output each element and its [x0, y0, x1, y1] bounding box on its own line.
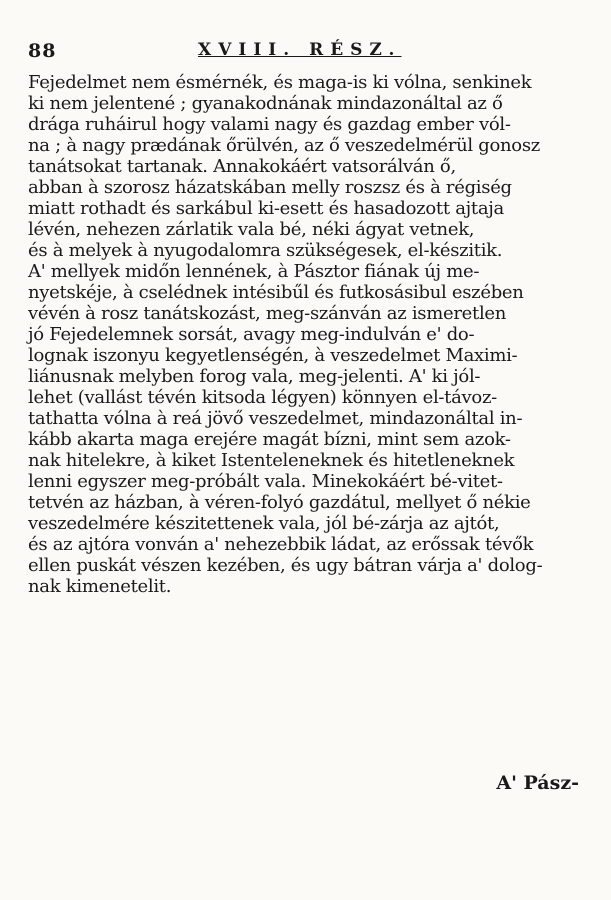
page-number: 88	[28, 40, 57, 62]
text-line: nak hitelekre, à kiket Istenteleneknek és hitetleneknek	[28, 450, 515, 471]
text-line: és à melyek à nyugodalomra szükségesek, el-készitik.	[28, 240, 503, 261]
text-line: A' mellyek midőn lennének, à Pásztor fiának új me-	[28, 261, 480, 282]
text-line: tanátsokat tartanak. Annakokáért vatsorálván ő,	[28, 156, 456, 177]
text-line: lévén, nehezen zárlatik vala bé, néki ágyat vetnek,	[28, 219, 475, 240]
text-line: nyetskéje, à cselédnek intésibűl és futkosásibul eszében	[28, 282, 524, 303]
text-line: abban à szorosz házatskában melly roszsz és à régiség	[28, 177, 512, 198]
text-line: jó Fejedelemnek sorsát, avagy meg-indulván e' do-	[28, 324, 475, 345]
text-line: lenni egyszer meg-próbált vala. Minekokáért bé-vitet-	[28, 471, 503, 492]
running-head	[28, 40, 588, 68]
text-line: lognak iszonyu kegyetlenségén, à veszedelmet Maximi-	[28, 345, 518, 366]
text-line: lehet (vallást tévén kitsoda légyen) könnyen el-távoz-	[28, 387, 497, 408]
body-text	[28, 72, 593, 597]
text-line: liánusnak melyben forog vala, meg-jelenti. A' ki jól-	[28, 366, 481, 387]
text-line: tetvén az házban, à véren-folyó gazdátul, mellyet ő nékie	[28, 492, 531, 513]
text-line: drága ruháirul hogy valami nagy és gazdag ember vól-	[28, 114, 511, 135]
text-line: vévén à rosz tanátskozást, meg-szánván az ismeretlen	[28, 303, 507, 324]
catchword: A' Pász-	[496, 772, 579, 794]
text-line: miatt rothadt és sarkábul ki-esett és hasadozott ajtaja	[28, 198, 504, 219]
text-line: Fejedelmet nem ésmérnék, és maga-is ki vólna, senkinek	[28, 72, 532, 93]
text-line: ellen puskát vészen kezében, és ugy bátran várja a' dolog-	[28, 555, 543, 576]
text-line: nak kimenetelit.	[28, 576, 172, 597]
chapter-heading: XVIII. RÉSZ.	[198, 40, 402, 60]
text-line: és az ajtóra vonván a' nehezebbik ládat, az erőssak tévők	[28, 534, 534, 555]
text-line: kább akarta maga erejére magát bízni, mint sem azok-	[28, 429, 511, 450]
text-line: tathatta vólna à reá jövő veszedelmet, mindazonáltal in-	[28, 408, 523, 429]
text-line: ki nem jelentené ; gyanakodnának mindazonáltal az ő	[28, 93, 503, 114]
text-line: veszedelmére készitettenek vala, jól bé-zárja az ajtót,	[28, 513, 500, 534]
text-line: na ; à nagy prædának őrülvén, az ő veszedelmérül gonosz	[28, 135, 540, 156]
